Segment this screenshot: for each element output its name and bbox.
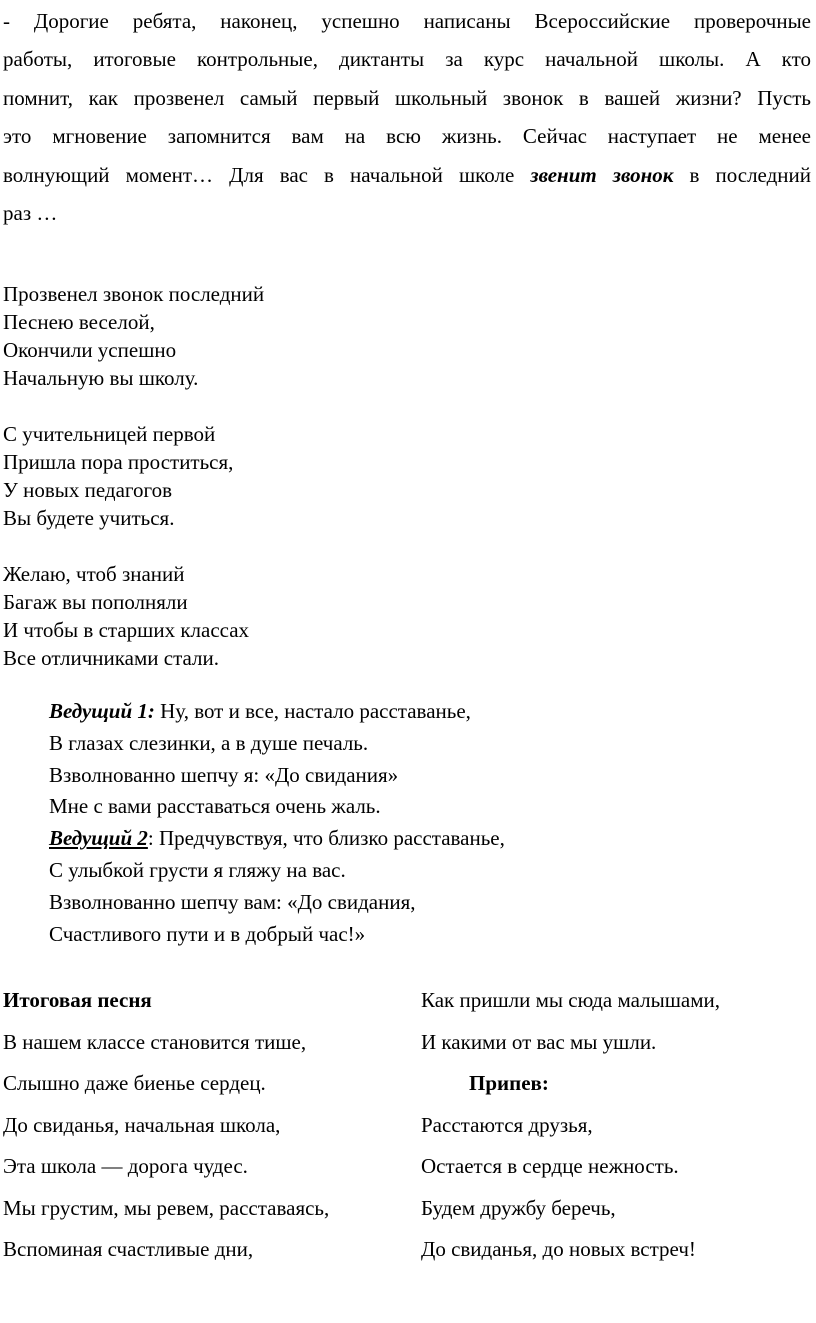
chorus-line: Остается в сердце нежность.	[421, 1154, 679, 1178]
host-text: Ну, вот и все, настало расставанье,	[154, 699, 471, 723]
song-line: Как пришли мы сюда малышами,	[421, 988, 720, 1012]
intro-text: волнующий момент… Для вас в начальной школе	[3, 162, 531, 187]
hosts-dialogue	[49, 696, 505, 950]
poem-stanza-3	[3, 560, 249, 672]
poem-line: Пришла пора проститься,	[3, 450, 234, 474]
song-line: До свиданья, начальная школа,	[3, 1112, 281, 1137]
host-line: Счастливого пути и в добрый час!»	[49, 921, 366, 946]
host-line: Взволнованно шепчу вам: «До свидания,	[49, 889, 416, 914]
poem-line: Песнею веселой,	[3, 310, 155, 334]
host-line: С улыбкой грусти я гляжу на вас.	[49, 857, 346, 882]
intro-line	[3, 156, 811, 194]
intro-text: в последний	[673, 162, 812, 187]
intro-line: это мгновение запомнится вам на всю жизнь. Сейчас наступает не менее	[3, 124, 811, 149]
intro-emphasis: звенит звонок	[530, 162, 674, 187]
poem-line: Начальную вы школу.	[3, 366, 199, 390]
intro-line: раз …	[3, 200, 58, 225]
intro-line: помнит, как прозвенел самый первый школьный звонок в вашей жизни? Пусть	[3, 85, 811, 110]
song-line: Слышно даже биенье сердец.	[3, 1071, 266, 1095]
host-line	[49, 696, 505, 728]
poem-line: У новых педагогов	[3, 478, 173, 502]
song-left-column	[3, 980, 329, 1271]
song-line: В нашем классе становится тише,	[3, 1029, 307, 1054]
poem-line: И чтобы в старших классах	[3, 618, 250, 642]
host-text: : Предчувствуя, что близко расставанье,	[147, 826, 505, 851]
song-line: Вспоминая счастливые дни,	[3, 1237, 254, 1261]
poem-line: Прозвенел звонок последний	[3, 282, 265, 306]
chorus-line: Расстаются друзья,	[421, 1112, 593, 1137]
intro-line: - Дорогие ребята, наконец, успешно написаны Всероссийские проверочные	[3, 9, 811, 33]
host-line: Взволнованно шепчу я: «До свидания»	[49, 762, 399, 787]
poem-line: Багаж вы пополняли	[3, 590, 188, 614]
poem-stanza-1	[3, 280, 264, 392]
song-right-column	[421, 980, 720, 1271]
intro-paragraph	[3, 2, 811, 232]
poem-line: Окончили успешно	[3, 338, 177, 362]
chorus-line: До свиданья, до новых встреч!	[421, 1237, 696, 1261]
poem-line: Вы будете учиться.	[3, 506, 175, 530]
song-line: Эта школа — дорога чудес.	[3, 1154, 248, 1178]
host-line	[49, 823, 505, 855]
poem-line: Желаю, чтоб знаний	[3, 562, 185, 586]
intro-line: работы, итоговые контрольные, диктанты за курс начальной школы. А кто	[3, 47, 811, 72]
host2-label: Ведущий 2	[49, 826, 148, 851]
song-line: И какими от вас мы ушли.	[421, 1029, 657, 1054]
poem-line: Все отличниками стали.	[3, 646, 219, 670]
song-title: Итоговая песня	[3, 988, 152, 1012]
poem-line: С учительницей первой	[3, 422, 216, 446]
chorus-label: Припев:	[469, 1071, 549, 1095]
host-line: В глазах слезинки, а в душе печаль.	[49, 730, 369, 755]
host-line: Мне с вами расставаться очень жаль.	[49, 794, 381, 819]
chorus-line: Будем дружбу беречь,	[421, 1195, 616, 1220]
poem-stanza-2	[3, 420, 233, 532]
host1-label: Ведущий 1:	[49, 699, 155, 723]
song-line: Мы грустим, мы ревем, расставаясь,	[3, 1195, 330, 1220]
